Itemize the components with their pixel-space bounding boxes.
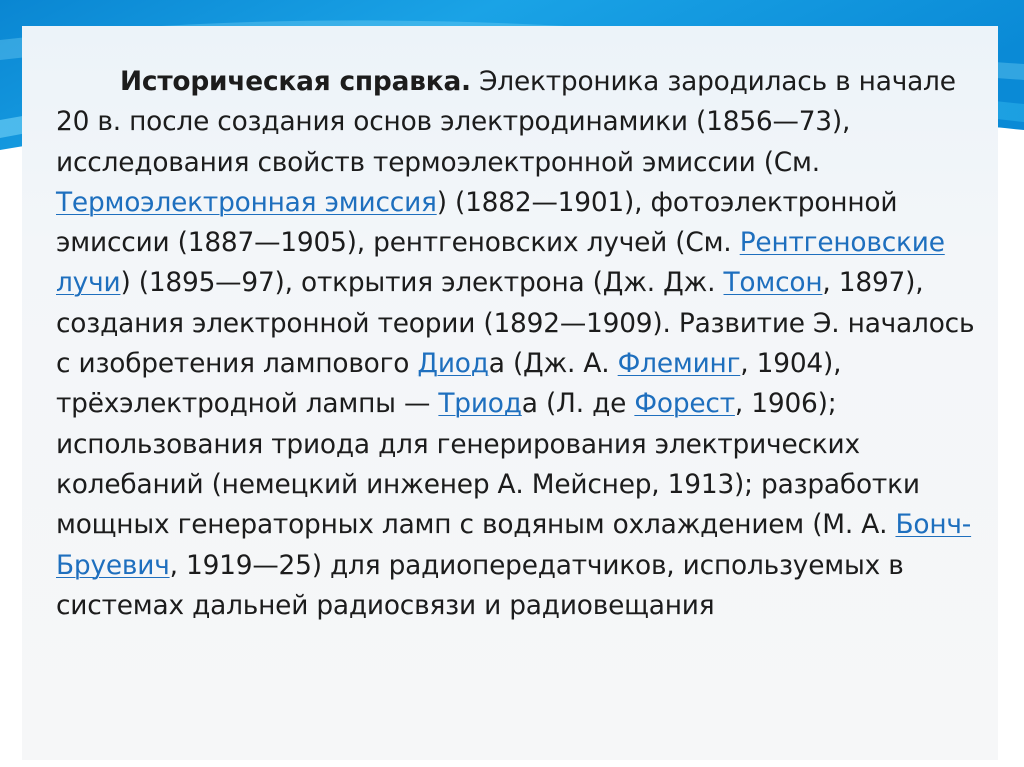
text-segment: Электроника зародилась в начале 20 в. после создания основ электродинамики (1856—73), исследования свойств термоэлектронной эмиссии (См. [56,66,956,178]
link-diode[interactable]: Диод [417,348,489,380]
text-segment: , 1904), трёхэлектродной лампы — [56,348,842,420]
text-segment: а (Дж. А. [488,348,618,380]
text-segment: а (Л. де [521,388,635,420]
link-thomson[interactable]: Томсон [723,267,823,299]
link-thermoelectric-emission[interactable]: Термоэлектронная эмиссия [56,186,437,218]
link-fleming[interactable]: Флеминг [617,348,741,380]
link-bonch-bruevich[interactable]: Бонч-Бруевич [56,509,972,581]
link-forest[interactable]: Форест [634,388,735,420]
text-segment: ) (1895—97), открытия электрона (Дж. Дж. [120,267,724,299]
historical-note [56,62,976,626]
link-x-rays[interactable]: Рентгеновские лучи [56,227,945,299]
link-triode[interactable]: Триод [438,388,522,420]
text-segment: , 1897), создания электронной теории (1892—1909). Развитие Э. началось с изобретения лампового [56,267,975,380]
text-segment: , 1919—25) для радиопередатчиков, используемых в системах дальней радиосвязи и радиовещания [56,549,904,621]
text-segment: ) (1882—1901), фотоэлектронной эмиссии (1887—1905), рентгеновских лучей (См. [56,186,898,259]
text-segment: , 1906); использования триода для генерирования электрических колебаний (немецкий инженер А. Мейснер, 1913); разработки мощных генераторных ламп с водяным охлаждением (М. А. [56,388,920,541]
heading: Историческая справка. [120,66,471,97]
paragraph [56,62,976,626]
